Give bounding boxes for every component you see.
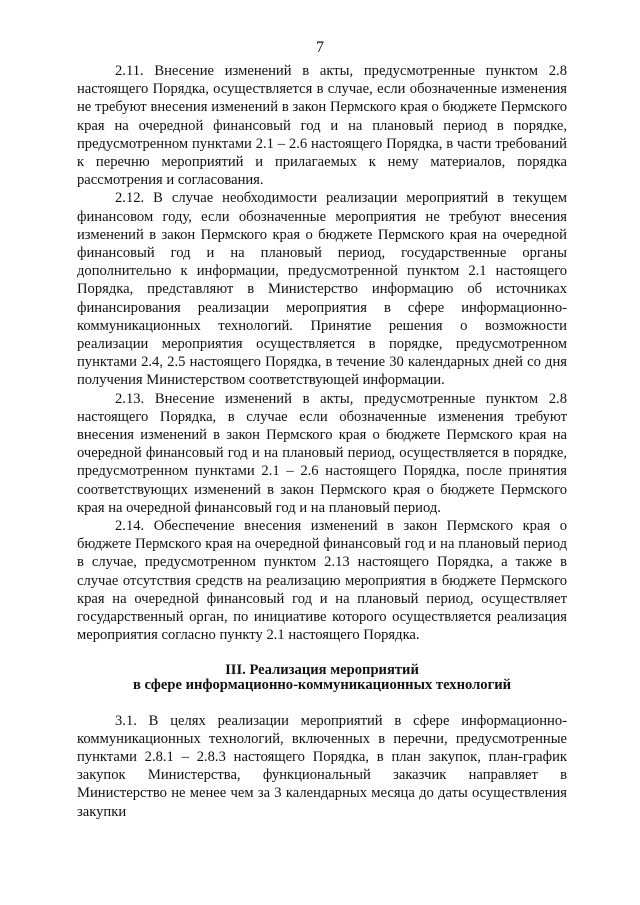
document-body xyxy=(77,62,567,821)
section-heading-line-1: III. Реализация мероприятий xyxy=(225,661,419,678)
paragraph-2-11: 2.11. Внесение изменений в акты, предусмотренные пунктом 2.8 настоящего Порядка, осуществляется в случае, если обозначенные изменения не требуют внесения изменений в закон Пермского края о бюджете Пермского края на очередной финансовый год и на плановый период в порядке, предусмотренном пунктами 2.1 – 2.6 настоящего Порядка, в части требований к перечню мероприятий и прилагаемых к нему материалов, порядка рассмотрения и согласования. xyxy=(77,63,567,189)
section-heading-line-2: в сфере информационно-коммуникационных технологий xyxy=(132,677,512,693)
paragraph-2-12: 2.12. В случае необходимости реализации мероприятий в текущем финансовом году, если обозначенные мероприятия не требуют внесения изменений в закон Пермского края о бюджете Пермского края на очередной финансовый год и на плановый период, государственные органы дополнительно к информации, предусмотренной пунктом 2.1 настоящего Порядка, представляют в Министерство информацию об источниках финансирования реализации мероприятия в сфере информационно-коммуникационных технологий. Принятие решения о возможности реализации мероприятия осуществляется в порядке, предусмотренном пунктами 2.4, 2.5 настоящего Порядка, в течение 30 календарных дней со дня получения Министерством соответствующей информации. xyxy=(77,190,567,389)
paragraph-2-14: 2.14. Обеспечение внесения изменений в закон Пермского края о бюджете Пермского края на очередной финансовый год и на плановый период в случае, предусмотренном пунктом 2.13 настоящего Порядка, а также в случае отсутствия средств на реализацию мероприятия в бюджете Пермского края на очередной финансовый год и на плановый период, осуществляет государственный орган, по инициативе которого осуществляется реализация мероприятия согласно пункту 2.1 настоящего Порядка. xyxy=(77,518,567,644)
section-heading xyxy=(77,663,567,694)
paragraph-3-1: 3.1. В целях реализации мероприятий в сфере информационно-коммуникационных технологий, включенных в перечни, предусмотренные пунктами 2.8.1 – 2.8.3 настоящего Порядка, в план закупок, план-график закупок Министерства, функциональный заказчик направляет в Министерство не менее чем за 3 календарных месяца до даты осуществления закупки xyxy=(77,712,567,820)
page-number: 7 xyxy=(316,39,324,56)
paragraph-2-13: 2.13. Внесение изменений в акты, предусмотренные пунктом 2.8 настоящего Порядка, в случае если обозначенные изменения требуют внесения изменений в закон Пермского края о бюджете Пермского края на очередной финансовый год и на плановый период, осуществляется в порядке, предусмотренном пунктами 2.1 – 2.6 настоящего Порядка, после принятия соответствующих изменений в закон Пермского края о бюджете Пермского края на очередной финансовый год и на плановый период. xyxy=(77,390,567,516)
